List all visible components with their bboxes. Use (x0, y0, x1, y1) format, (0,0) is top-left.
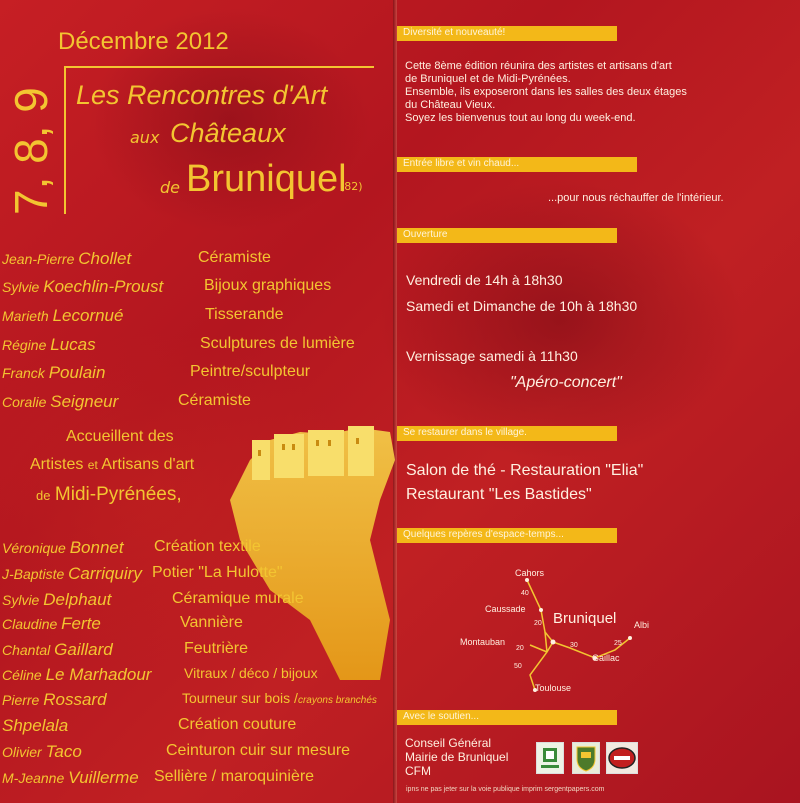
map-label-montauban: Montauban (460, 637, 506, 647)
map-label-gaillac: Gaillac (592, 653, 620, 663)
opening-weekend: Samedi et Dimanche de 10h à 18h30 (406, 298, 638, 314)
artist-name: Véronique Bonnet (2, 538, 124, 557)
artist-craft: Ceinturon cuir sur mesure (166, 742, 351, 759)
map-km-25: 25 (614, 640, 622, 647)
accueil-line-3: de Midi-Pyrénées, (36, 484, 182, 505)
map-label-bruniquel: Bruniquel (553, 610, 617, 627)
artist-name: Céline Le Marhadour (2, 665, 152, 684)
title-aux: aux (130, 128, 160, 147)
section-title-entree: Entrée libre et vin chaud... (403, 158, 520, 169)
distance-map (455, 560, 665, 700)
map-km-20b: 20 (516, 645, 524, 652)
title-bruniquel: Bruniquel (186, 158, 347, 200)
artist-craft: Potier "La Hulotte" (152, 564, 283, 581)
section-title-diversite: Diversité et nouveauté! (403, 27, 506, 38)
artist-craft: Création textile (154, 538, 261, 555)
title-de: de (160, 178, 180, 197)
sponsor-mairie: Mairie de Bruniquel (405, 750, 509, 764)
section-title-soutien: Avec le soutien... (403, 711, 479, 722)
artist-name: Pierre Rossard (2, 690, 107, 709)
artist-craft: Création couture (178, 716, 297, 733)
cfm-logo (606, 742, 638, 774)
artist-name: Jean-Pierre Chollet (2, 249, 132, 268)
restaurant-bastides: Restaurant "Les Bastides" (406, 486, 592, 503)
artist-craft: Sellière / maroquinière (154, 768, 315, 785)
artist-name: Olivier Taco (2, 742, 82, 761)
month-year: Décembre 2012 (58, 28, 229, 55)
map-label-toulouse: Toulouse (535, 683, 572, 693)
title-dept: (82) (340, 180, 363, 193)
mairie-crest-logo (572, 742, 600, 774)
artist-name: M-Jeanne Vuillerme (2, 768, 139, 787)
vernissage: Vernissage samedi à 11h30 (406, 348, 578, 364)
title-chateaux: Châteaux (170, 118, 286, 148)
artist-craft: Peintre/sculpteur (190, 363, 311, 380)
map-label-cahors: Cahors (515, 568, 545, 578)
section-title-restaurer: Se restaurer dans le village. (403, 427, 527, 438)
map-label-albi: Albi (634, 620, 650, 630)
fold-line (393, 0, 397, 803)
print-notice: ipns ne pas jeter sur la voie publique imprim sergentpapers.com (406, 786, 605, 793)
artist-name: Shpelala (2, 716, 69, 735)
artist-name: J-Baptiste Carriquiry (2, 564, 142, 583)
artist-craft: Céramiste (198, 249, 271, 266)
artist-craft: Vannière (180, 614, 243, 631)
accueil-line-2: Artistes et Artisans d'art (30, 456, 195, 473)
map-label-caussade: Caussade (485, 604, 526, 614)
artist-name: Chantal Gaillard (2, 640, 113, 659)
sponsor-cfm: CFM (405, 764, 431, 778)
artist-craft: Bijoux graphiques (204, 277, 332, 294)
section-title-reperes: Quelques repères d'espace-temps... (403, 529, 564, 540)
text-line: du Château Vieux. (405, 99, 496, 111)
accueil-line-1: Accueillent des (66, 428, 174, 445)
artist-name: Marieth Lecornué (2, 306, 124, 325)
artist-name: Sylvie Koechlin-Proust (2, 277, 164, 296)
opening-friday: Vendredi de 14h à 18h30 (406, 272, 563, 288)
conseil-general-logo (536, 742, 564, 774)
artist-name: Claudine Ferte (2, 614, 101, 633)
artist-name: Coralie Seigneur (2, 392, 119, 411)
text-line: Soyez les bienvenus tout au long du week-end. (405, 112, 636, 124)
section-title-ouverture: Ouverture (403, 229, 448, 240)
artist-craft: Feutrière (184, 640, 249, 657)
header-horizontal-rule (64, 66, 374, 68)
artist-craft: Sculptures de lumière (200, 335, 355, 352)
sponsors-list (405, 736, 508, 778)
artist-craft: Vitraux / déco / bijoux (184, 665, 318, 681)
title-line-1: Les Rencontres d'Art (76, 80, 328, 110)
artist-craft: Céramiste (178, 392, 251, 409)
text-line: de Bruniquel et de Midi-Pyrénées. (405, 73, 571, 85)
map-km-50: 50 (514, 663, 522, 670)
entree-text: ...pour nous réchauffer de l'intérieur. (548, 192, 724, 204)
artist-name: Franck Poulain (2, 363, 106, 382)
artist-craft: Tourneur sur bois /crayons branchés (182, 690, 377, 706)
sponsor-conseil-general: Conseil Général (405, 736, 492, 750)
map-km-20a: 20 (534, 620, 542, 627)
header-vertical-rule (64, 66, 66, 214)
event-dates: 7, 8, 9 (5, 87, 57, 215)
text-line: Cette 8ème édition réunira des artistes et artisans d'art (405, 60, 672, 72)
text-line: Ensemble, ils exposeront dans les salles des deux étages (405, 86, 687, 98)
restaurant-elia: Salon de thé - Restauration "Elia" (406, 462, 644, 479)
artist-name: Régine Lucas (2, 335, 96, 354)
artist-craft: Tisserande (205, 306, 284, 323)
map-km-40: 40 (521, 590, 529, 597)
map-km-30: 30 (570, 642, 578, 649)
apero-concert: "Apéro-concert" (510, 374, 622, 391)
artist-craft: Céramique murale (172, 590, 304, 607)
diversite-paragraph (405, 60, 687, 125)
artist-name: Sylvie Delphaut (2, 590, 112, 609)
